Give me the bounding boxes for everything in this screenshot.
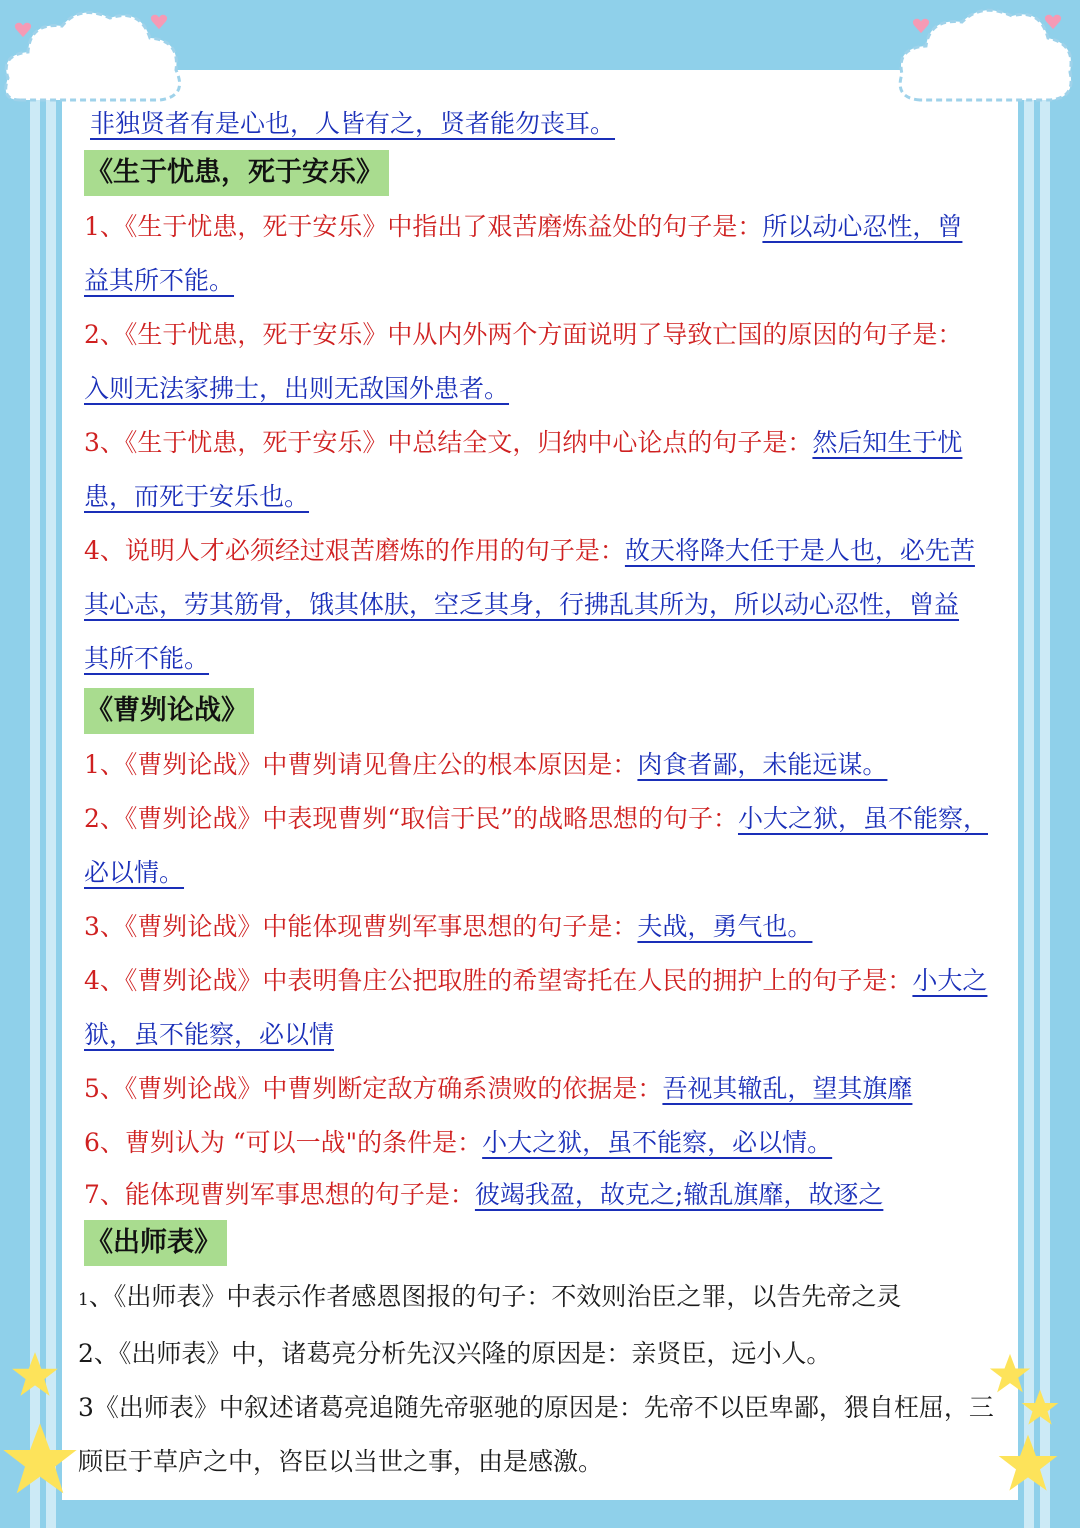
heart-icon: [1044, 14, 1062, 30]
question-line: [84, 1170, 1004, 1220]
frame-stripe-left-inner: [46, 60, 56, 1528]
section-heading: 《曹刿论战》: [84, 688, 254, 734]
question-text: 1、《生于忧患，死于安乐》中指出了艰苦磨炼益处的句子是：: [84, 212, 763, 241]
answer-text: 肉食者鄙，未能远谋。: [637, 750, 888, 779]
answer-line: [84, 846, 1004, 900]
question-text: 3《出师表》中叙述诸葛亮追随先帝驱驰的原因是：先帝不以臣卑鄙，猥自枉屈，三: [78, 1393, 994, 1422]
star-icon: [10, 1350, 60, 1400]
answer-text: 狱，虽不能察，必以情: [84, 1020, 335, 1049]
answer-text: 吾视其辙乱，望其旗靡: [662, 1074, 913, 1103]
question-text: 2、《曹刿论战》中表现曹刿“取信于民”的战略思想的句子：: [84, 804, 738, 833]
question-line: [84, 200, 1004, 254]
star-icon: [0, 1420, 80, 1500]
star-icon: [1020, 1388, 1060, 1428]
answer-text: 入则无法家拂士，出则无敌国外患者。: [84, 374, 510, 403]
question-text: 、《出师表》中表示作者感恩图报的句子：不效则治臣之罪，以告先帝之灵: [88, 1282, 902, 1311]
answer-text: 小大之: [912, 966, 988, 995]
item-number: 1: [78, 1290, 89, 1310]
answer-text: 非独贤者有是心也，人皆有之，贤者能勿丧耳。: [90, 109, 616, 138]
answer-line: [84, 470, 1004, 524]
answer-text: 然后知生于忧: [812, 428, 963, 457]
answer-line: [84, 254, 1004, 308]
frame-stripe-left: [30, 60, 40, 1528]
question-line: [78, 1435, 1004, 1489]
heart-icon: [150, 14, 168, 30]
question-line: [78, 1327, 1004, 1381]
frame-stripe-right-inner: [1024, 60, 1034, 1528]
answer-text: 必以情。: [84, 858, 185, 887]
question-line: [84, 308, 1004, 362]
document-body: [78, 100, 1004, 1489]
section-heading: 《出师表》: [84, 1220, 227, 1266]
question-line: [84, 524, 1004, 578]
answer-text: 小大之狱，虽不能察，: [737, 804, 988, 833]
star-icon: [996, 1432, 1060, 1496]
answer-text: 其所不能。: [84, 644, 210, 673]
question-line: [84, 416, 1004, 470]
answer-text: 所以动心忍性，曾: [762, 212, 963, 241]
answer-line: [84, 1008, 1004, 1062]
question-text: 6、曹刿认为 “可以一战"的条件是：: [84, 1128, 483, 1157]
answer-text: 小大之狱，虽不能察，必以情。: [482, 1128, 833, 1157]
answer-line: [84, 578, 1004, 632]
question-text: 3、《生于忧患，死于安乐》中总结全文，归纳中心论点的句子是：: [84, 428, 813, 457]
answer-line: [84, 632, 1004, 686]
question-text: 1、《曹刿论战》中曹刿请见鲁庄公的根本原因是：: [84, 750, 638, 779]
section-heading: 《生于忧患，死于安乐》: [84, 150, 389, 196]
question-line: [78, 1270, 1004, 1327]
question-line: [84, 900, 1004, 954]
question-line: [78, 1381, 1004, 1435]
heart-icon: [912, 18, 930, 34]
question-line: [84, 954, 1004, 1008]
question-line: [84, 738, 1004, 792]
question-line: [84, 792, 1004, 846]
question-text: 2、《生于忧患，死于安乐》中从内外两个方面说明了导致亡国的原因的句子是：: [84, 320, 963, 349]
intro-line: [90, 100, 1004, 148]
question-text: 2、《出师表》中，诸葛亮分析先汉兴隆的原因是：亲贤臣，远小人。: [78, 1339, 832, 1368]
answer-text: 故天将降大任于是人也，必先苦: [624, 536, 975, 565]
answer-text: 益其所不能。: [84, 266, 235, 295]
answer-text: 其心志，劳其筋骨，饿其体肤，空乏其身，行拂乱其所为，所以动心忍性，曾益: [84, 590, 960, 619]
heart-icon: [14, 22, 32, 38]
answer-text: 患，而死于安乐也。: [84, 482, 310, 511]
frame-stripe-right: [1040, 60, 1050, 1528]
question-text: 顾臣于草庐之中，咨臣以当世之事，由是感激。: [78, 1447, 604, 1476]
question-text: 4、说明人才必须经过艰苦磨炼的作用的句子是：: [84, 536, 625, 565]
question-text: 4、《曹刿论战》中表明鲁庄公把取胜的希望寄托在人民的拥护上的句子是：: [84, 966, 913, 995]
question-line: [84, 1116, 1004, 1170]
question-text: 5、《曹刿论战》中曹刿断定敌方确系溃败的依据是：: [84, 1074, 663, 1103]
answer-text: 夫战，勇气也。: [637, 912, 813, 941]
question-text: 3、《曹刿论战》中能体现曹刿军事思想的句子是：: [84, 912, 638, 941]
question-line: [84, 1062, 1004, 1116]
answer-text: 彼竭我盈，故克之;辙乱旗靡，故逐之: [474, 1180, 884, 1209]
question-text: 7、能体现曹刿军事思想的句子是：: [84, 1180, 475, 1209]
answer-line: [84, 362, 1004, 416]
